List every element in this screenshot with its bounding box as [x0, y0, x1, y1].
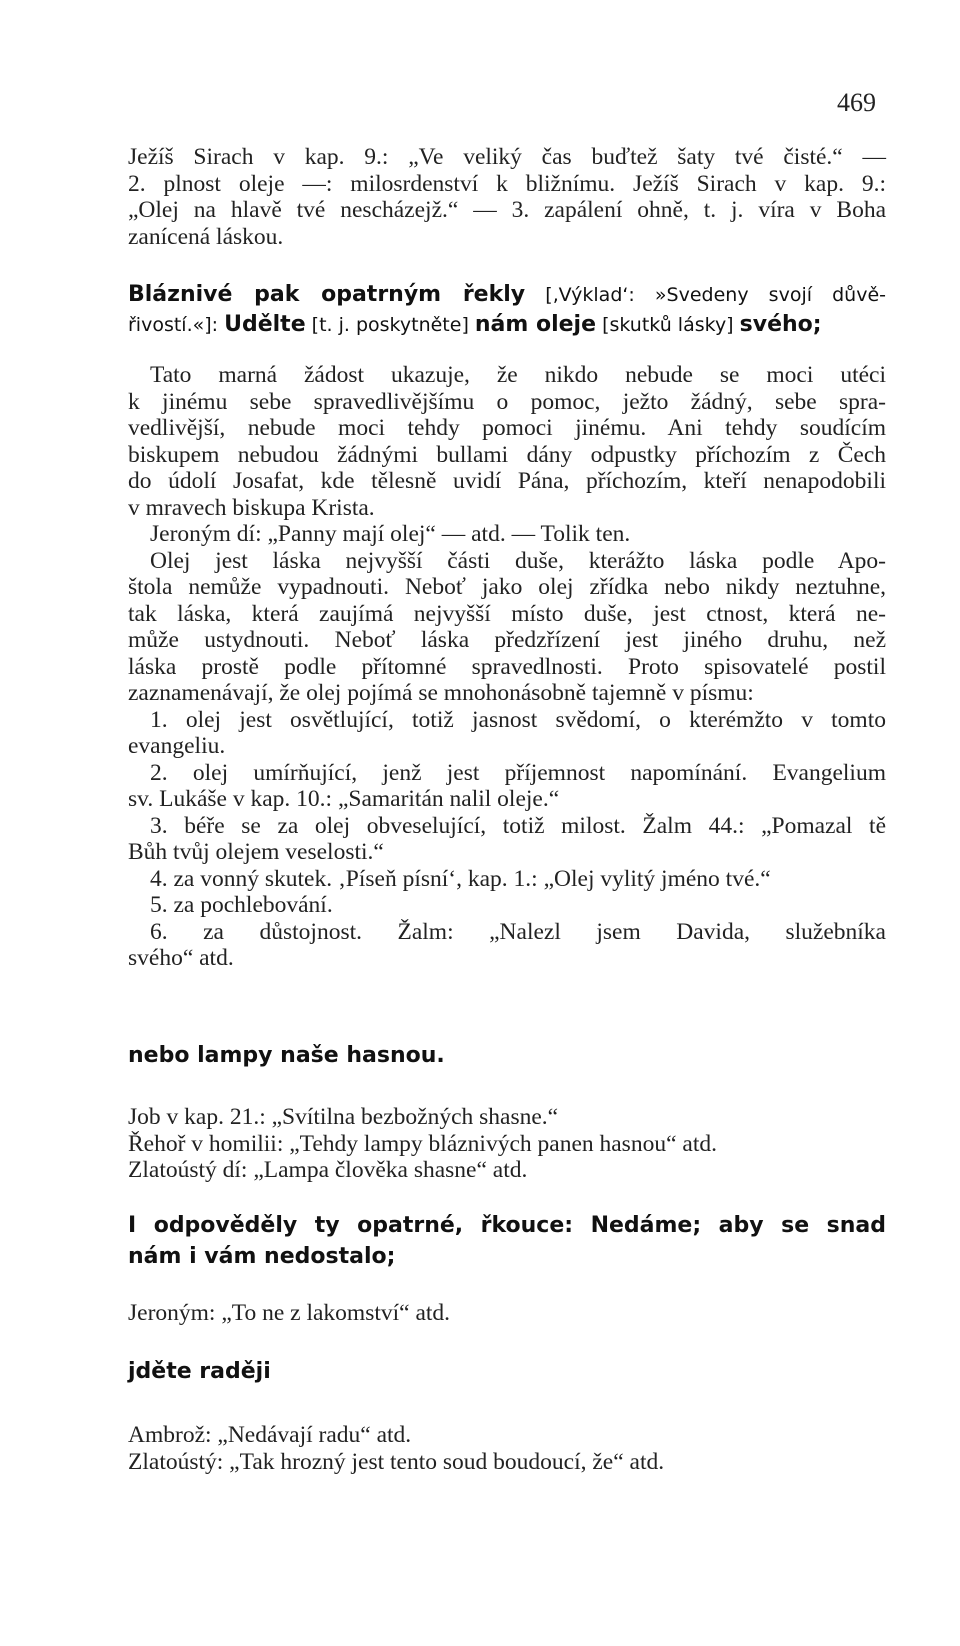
scripture-lemma-1	[128, 280, 886, 340]
lemma-line: I odpověděly ty opatrné, řkouce: Nedáme; aby se snad	[128, 1213, 886, 1238]
scripture-lemma-4: jděte raději	[128, 1359, 271, 1384]
lemma-gloss: [‚Výklad‘: »Svedeny svojí důvě-	[525, 284, 886, 306]
text-line: „Olej na hlavě tvé nescházejž.“ — 3. zapálení ohně, t. j. víra v Boha	[128, 197, 886, 223]
commentary-paragraph-3	[128, 1300, 886, 1327]
text-line: může ustydnouti. Neboť láska předzřízení jest jiného druhu, než	[128, 627, 886, 653]
text-line: 5. za pochlebování.	[150, 892, 333, 918]
text-line: 3. béře se za olej obveselující, totiž milost. Žalm 44.: „Pomazal tě	[150, 812, 886, 839]
text-line: k jinému sebe spravedlivějšímu o pomoc, ježto žádný, sebe spra-	[128, 388, 886, 415]
text-line: Ježíš Sirach v kap. 9.: „Ve veliký čas buďtež šaty tvé čisté.“ —	[128, 144, 886, 170]
text-line: biskupem nebudou žádnými bullami dány odpustky příchozím z Čech	[128, 441, 886, 468]
text-line: Zlatoústý: „Tak hrozný jest tento soud boudoucí, že“ atd.	[128, 1448, 665, 1475]
commentary-paragraph-1	[128, 362, 886, 972]
commentary-paragraph-4	[128, 1422, 886, 1475]
text-line: 2. olej umírňující, jenž jest příjemnost napomínání. Evangelium	[150, 759, 886, 786]
text-line: tak láska, která zaujímá nejvyšší místo duše, jest ctnost, která ne-	[128, 600, 886, 627]
text-line: Zlatoústý dí: „Lampa člověka shasne“ atd.	[128, 1157, 528, 1183]
lemma-gloss: [skutků lásky]	[596, 314, 740, 336]
text-line: Tato marná žádost ukazuje, že nikdo nebude se moci utéci	[150, 362, 886, 388]
text-line: 2. plnost oleje —: milosrdenství k bližnímu. Ježíš Sirach v kap. 9.:	[128, 170, 886, 197]
text-line: zanícená láskou.	[128, 223, 284, 250]
lemma-bold: Udělte	[224, 312, 306, 337]
text-line: zaznamenávají, že olej pojímá se mnohonásobně tajemně v písmu:	[128, 680, 754, 706]
scripture-lemma-3	[128, 1210, 886, 1272]
commentary-paragraph-2	[128, 1104, 886, 1184]
text-line: 4. za vonný skutek. ‚Píseň písní‘, kap. 1.: „Olej vylitý jméno tvé.“	[150, 865, 771, 892]
text-line: evangeliu.	[128, 733, 226, 759]
text-line: Ambrož: „Nedávají radu“ atd.	[128, 1422, 412, 1448]
scripture-lemma-2: nebo lampy naše hasnou.	[128, 1043, 445, 1068]
text-line: štola nemůže vypadnouti. Neboť jako olej zřídka nebo nikdy neztuhne,	[128, 574, 886, 600]
text-line: Job v kap. 21.: „Svítilna bezbožných shasne.“	[128, 1104, 559, 1130]
lemma-gloss: řivostí.«]:	[128, 314, 225, 336]
text-line: Olej jest láska nejvyšší části duše, kterážto láska podle Apo-	[150, 547, 886, 574]
text-line: v mravech biskupa Krista.	[128, 494, 375, 521]
text-line: Jeroným dí: „Panny mají olej“ — atd. — Tolik ten.	[150, 521, 631, 547]
lemma-bold: nám oleje	[474, 312, 597, 337]
page-number: 469	[837, 88, 876, 117]
lemma-bold: svého;	[739, 312, 822, 337]
text-line: Jeroným: „To ne z lakomství“ atd.	[128, 1300, 451, 1326]
intro-paragraph	[128, 144, 886, 250]
text-line: sv. Lukáše v kap. 10.: „Samaritán nalil oleje.“	[128, 786, 560, 812]
text-line: Bůh tvůj olejem veselosti.“	[128, 839, 384, 865]
lemma-bold: Bláznivé pak opatrným řekly	[128, 282, 526, 307]
text-line: do údolí Josafat, kde tělesně uvidí Pána, příchozím, kteří nenapodobili	[128, 468, 886, 494]
text-line: svého“ atd.	[128, 945, 234, 971]
lemma-gloss: [t. j. poskytněte]	[305, 314, 475, 336]
text-line: láska prostě podle přítomné spravedlnosti. Proto spisovatelé postil	[128, 653, 886, 680]
text-line: 6. za důstojnost. Žalm: „Nalezl jsem Davida, služebníka	[150, 918, 886, 945]
lemma-line: nám i vám nedostalo;	[128, 1244, 396, 1269]
text-line: 1. olej jest osvětlující, totiž jasnost svědomí, o kterémžto v tomto	[150, 706, 886, 733]
text-line: vedlivější, nebude moci tehdy pomoci jinému. Ani tehdy soudícím	[128, 415, 886, 441]
text-line: Řehoř v homilii: „Tehdy lampy bláznivých panen hasnou“ atd.	[128, 1130, 717, 1157]
